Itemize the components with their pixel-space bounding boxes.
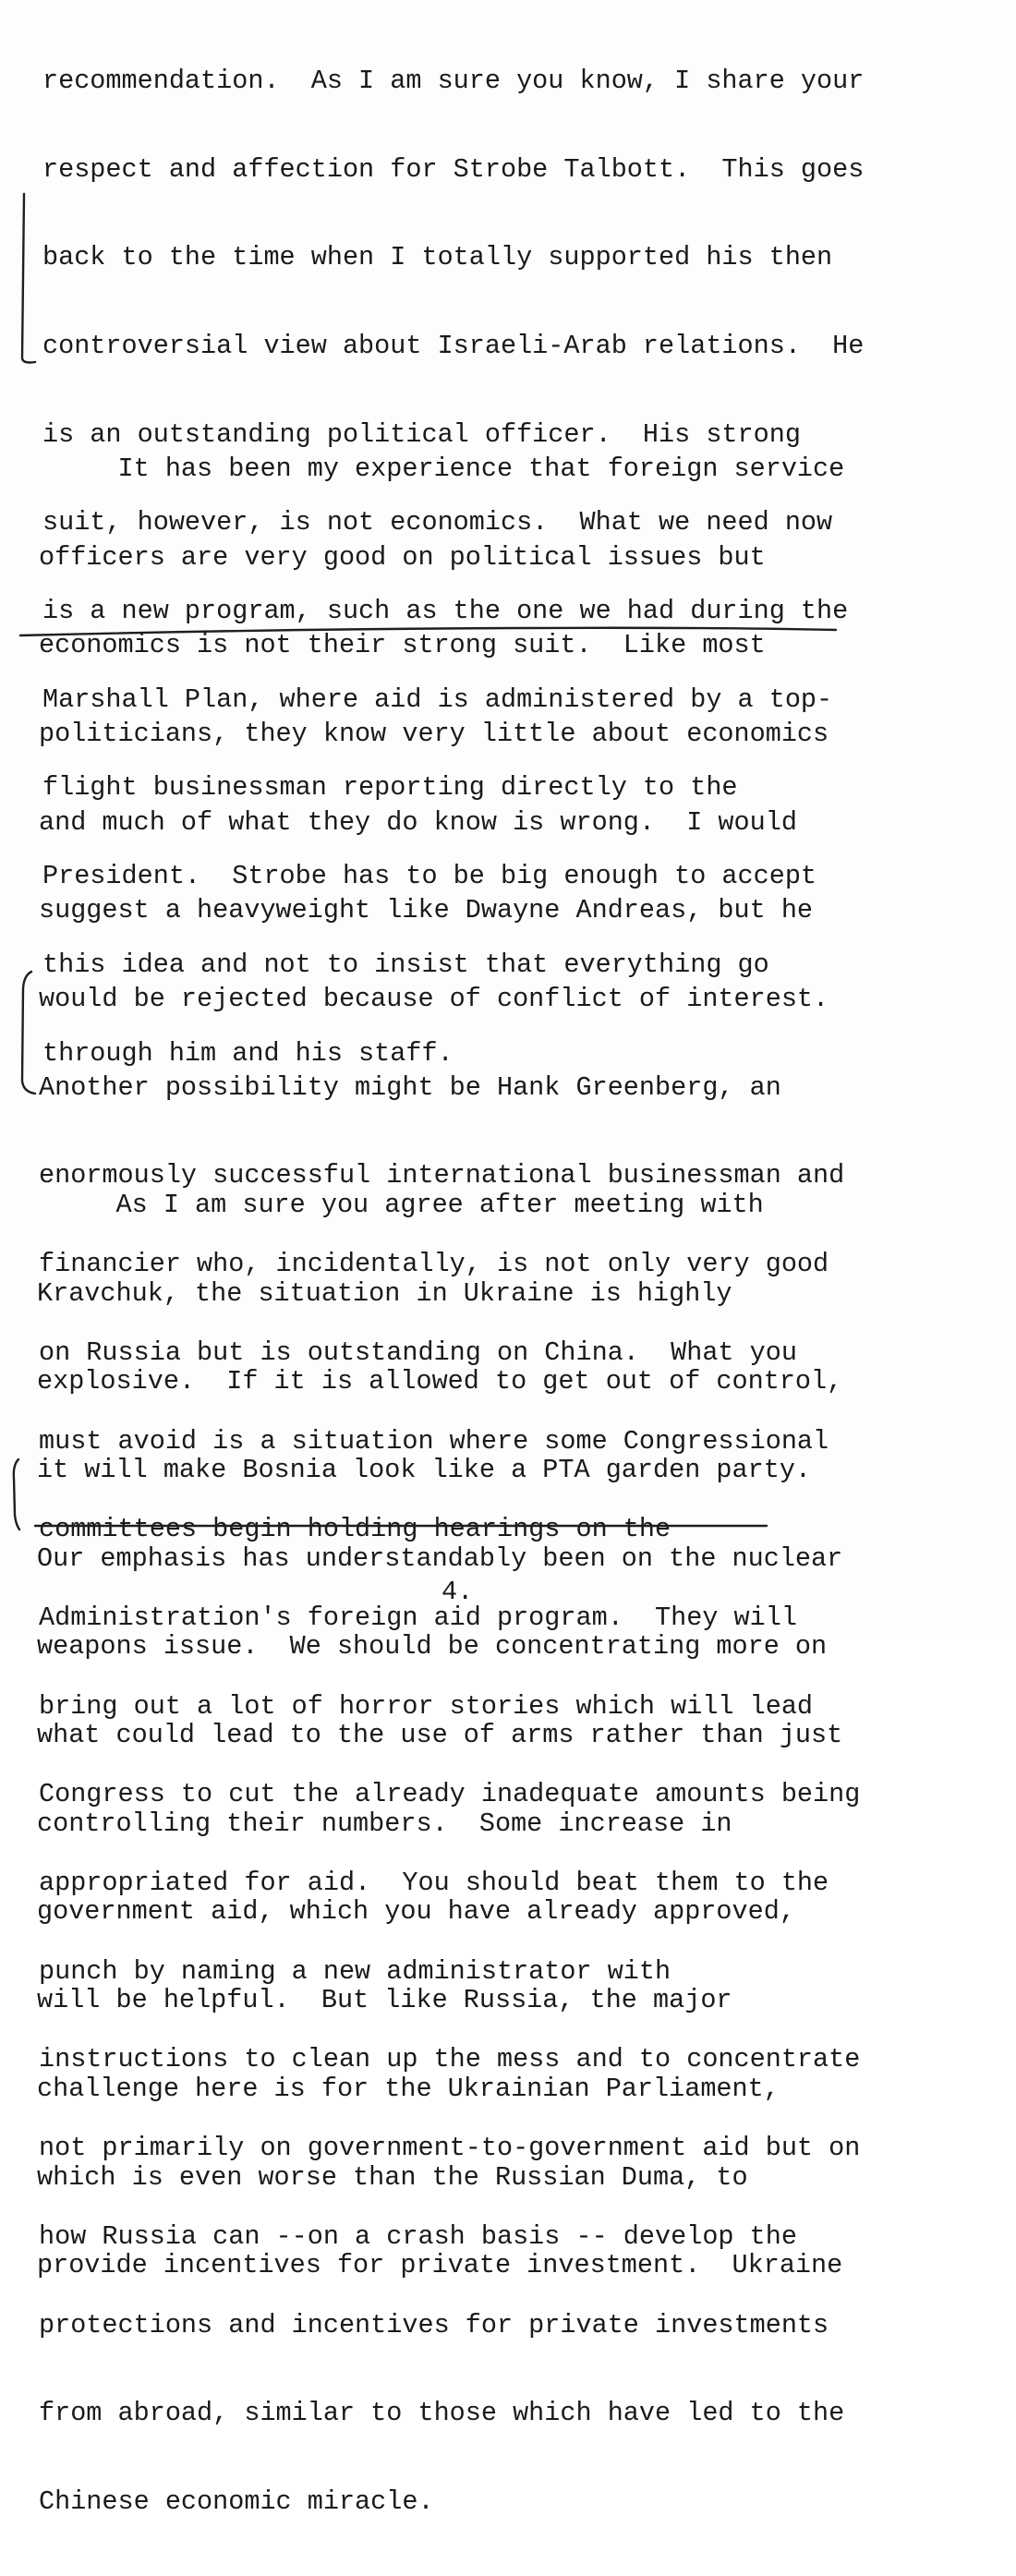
text-line: Administration's foreign aid program. They will	[39, 1602, 797, 1633]
margin-bracket-marshall-plan	[22, 194, 35, 363]
text-line: recommendation. As I am sure you know, I share your	[42, 65, 865, 96]
text-line: officers are very good on political issues but	[39, 541, 766, 573]
text-line: government aid, which you have already approved,	[37, 1896, 795, 1928]
text-line: Congress to cut the already inadequate amounts being	[39, 1779, 861, 1810]
text-line: punch by naming a new administrator with	[39, 1955, 671, 1987]
text-line: economics is not their strong suit. Like most	[39, 630, 766, 661]
text-line: provide incentives for private investment. Ukraine	[37, 2250, 843, 2281]
page-number: 4.	[441, 1577, 474, 1607]
text-line: this idea and not to insist that everything go	[42, 949, 769, 980]
text-line: Another possibility might be Hank Greenberg, an	[39, 1071, 781, 1103]
text-line: weapons issue. We should be concentrating more on	[37, 1631, 828, 1663]
text-line: protections and incentives for private investments	[39, 2309, 829, 2340]
text-line: financier who, incidentally, is not only very good	[39, 1249, 829, 1280]
text-line: back to the time when I totally supported his then	[42, 242, 833, 273]
text-line: committees begin holding hearings on the	[39, 1514, 671, 1545]
text-line: suggest a heavyweight like Dwayne Andreas, but he	[39, 895, 814, 926]
text-line: As I am sure you agree after meeting with	[37, 1189, 764, 1220]
text-line: it will make Bosnia look like a PTA garden party.	[37, 1454, 812, 1485]
text-line: politicians, they know very little about economics	[39, 718, 829, 749]
text-line: Chinese economic miracle.	[39, 2485, 434, 2517]
underline-private-investment	[35, 1526, 767, 1527]
text-line: respect and affection for Strobe Talbott. This goes	[42, 153, 865, 185]
text-line: would be rejected because of conflict of interest.	[39, 984, 829, 1015]
text-line: challenge here is for the Ukrainian Parliament,	[37, 2073, 780, 2104]
text-line: how Russia can --on a crash basis -- develop the	[39, 2220, 797, 2252]
text-line: Marshall Plan, where aid is administered by a top-	[42, 683, 833, 715]
text-line: It has been my experience that foreign service	[39, 453, 845, 484]
text-line: will be helpful. But like Russia, the major	[37, 1985, 732, 2016]
text-line: bring out a lot of horror stories which will lead	[39, 1690, 814, 1722]
text-line: through him and his staff.	[42, 1037, 454, 1069]
text-line: suit, however, is not economics. What we need now	[42, 507, 833, 538]
text-line: instructions to clean up the mess and to concentrate	[39, 2044, 861, 2075]
text-line: is an outstanding political officer. His strong	[42, 418, 801, 450]
text-line: controlling their numbers. Some increase in	[37, 1808, 732, 1839]
text-line: which is even worse than the Russian Duma, to	[37, 2161, 748, 2193]
text-line: explosive. If it is allowed to get out of control,	[37, 1366, 843, 1397]
text-line: Kravchuk, the situation in Ukraine is highly	[37, 1277, 732, 1309]
text-line: must avoid is a situation where some Congressional	[39, 1425, 829, 1457]
text-line: flight businessman reporting directly to the	[42, 772, 738, 804]
text-line: appropriated for aid. You should beat them to the	[39, 1868, 829, 1899]
text-line: controversial view about Israeli-Arab relations. He	[42, 330, 865, 361]
text-line: President. Strobe has to be big enough to accept	[42, 861, 817, 892]
margin-bracket-private-investments	[22, 972, 35, 1094]
text-line: from abroad, similar to those which have led to the	[39, 2398, 845, 2429]
text-line: not primarily on government-to-government aid but on	[39, 2133, 861, 2164]
text-line: is a new program, such as the one we had during the	[42, 596, 849, 627]
text-line: enormously successful international businessman and	[39, 1160, 845, 1191]
text-line: on Russia but is outstanding on China. What you	[39, 1336, 797, 1368]
text-line: and much of what they do know is wrong. I would	[39, 806, 797, 838]
text-line: Our emphasis has understandably been on the nuclear	[37, 1542, 843, 1574]
text-line: what could lead to the use of arms rather than just	[37, 1720, 843, 1751]
underline-hank-greenberg	[20, 628, 836, 635]
margin-bracket-ukrainian-parliament	[14, 1459, 19, 1530]
